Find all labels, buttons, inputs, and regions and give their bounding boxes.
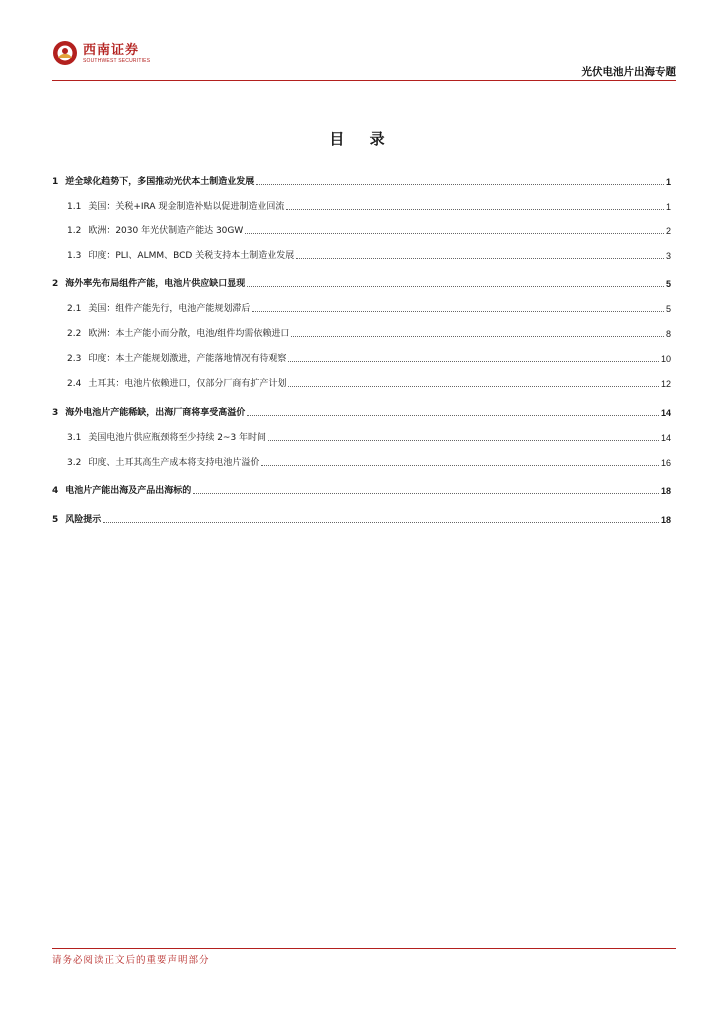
toc-entry-number: 3.1 (67, 433, 82, 443)
toc-dot-leader (286, 209, 664, 210)
toc-entry-number: 3.2 (67, 458, 82, 468)
toc-entry-number: 5 (52, 515, 59, 525)
toc-dot-leader (103, 522, 659, 523)
company-logo (52, 40, 150, 66)
toc-entry-title: 电池片产能出海及产品出海标的 (65, 486, 192, 496)
page-header (52, 40, 676, 82)
toc-entry[interactable] (52, 403, 671, 419)
toc-entry-title: 欧洲：2030 年光伏制造产能达 30GW (88, 226, 244, 236)
toc-entry[interactable] (52, 221, 671, 237)
toc-entry-page: 5 (665, 304, 671, 314)
toc-dot-leader (247, 286, 664, 287)
report-title: 光伏电池片出海专题 (581, 66, 676, 78)
toc-entry-number: 3 (52, 408, 59, 418)
toc-entry-title: 海外率先布局组件产能，电池片供应缺口显现 (65, 279, 246, 289)
toc-entry-number: 1.2 (67, 226, 82, 236)
toc-entry-page: 14 (660, 408, 671, 418)
toc-entry-title: 印度：PLI、ALMM、BCD 关税支持本土制造业发展 (88, 251, 295, 261)
toc-entry-page: 3 (665, 251, 671, 261)
toc-entry-number: 2 (52, 279, 59, 289)
toc-entry-page: 12 (660, 379, 671, 389)
toc-entry-title: 美国电池片供应瓶颈将至少持续 2~3 年时间 (88, 433, 267, 443)
toc-entry-title: 美国：组件产能先行，电池产能规划滞后 (88, 304, 251, 314)
toc-entry-page: 18 (660, 486, 671, 496)
toc-entry[interactable] (52, 349, 671, 365)
toc-dot-leader (288, 386, 659, 387)
toc-entry-number: 2.1 (67, 304, 82, 314)
toc-entry-page: 16 (660, 458, 671, 468)
toc-entry-page: 1 (665, 177, 671, 187)
toc-entry[interactable] (52, 428, 671, 444)
toc-entry-title: 美国：关税+IRA 现金制造补贴以促进制造业回流 (88, 202, 285, 212)
toc-entry-title: 印度、土耳其高生产成本将支持电池片溢价 (88, 458, 260, 468)
logo-mark-icon (52, 40, 78, 66)
toc-entry-number: 1.3 (67, 251, 82, 261)
toc-dot-leader (268, 440, 659, 441)
header-divider (52, 80, 676, 81)
toc-entry[interactable] (52, 197, 671, 213)
toc-entry-page: 14 (660, 433, 671, 443)
toc-dot-leader (245, 233, 664, 234)
toc-dot-leader (291, 336, 664, 337)
toc-entry-title: 海外电池片产能稀缺，出海厂商将享受高溢价 (65, 408, 246, 418)
toc-entry-page: 5 (665, 279, 671, 289)
toc-entry[interactable] (52, 172, 671, 188)
toc-entry[interactable] (52, 299, 671, 315)
toc-dot-leader (252, 311, 664, 312)
toc-heading: 目 录 (329, 130, 395, 148)
toc-entry[interactable] (52, 246, 671, 262)
footer-divider (52, 948, 676, 949)
toc-entry[interactable] (52, 274, 671, 290)
toc-dot-leader (296, 258, 664, 259)
logo-english-name: SOUTHWEST SECURITIES (83, 57, 151, 64)
toc-entry-title: 印度：本土产能规划激进，产能落地情况有待观察 (88, 354, 287, 364)
toc-entry-number: 1 (52, 177, 59, 187)
toc-entry[interactable] (52, 324, 671, 340)
toc-entry-page: 2 (665, 226, 671, 236)
toc-entry[interactable] (52, 453, 671, 469)
logo-chinese-name: 西南证券 (83, 42, 140, 58)
toc-entry-page: 18 (660, 515, 671, 525)
toc-dot-leader (288, 361, 659, 362)
toc-entry-title: 欧洲：本土产能小而分散，电池/组件均需依赖进口 (88, 329, 290, 339)
toc-entry-number: 4 (52, 486, 59, 496)
toc-entry-number: 2.2 (67, 329, 82, 339)
toc-dot-leader (256, 184, 664, 185)
toc-entry-title: 逆全球化趋势下，多国推动光伏本土制造业发展 (65, 177, 255, 187)
toc-entry[interactable] (52, 481, 671, 497)
toc-entry-page: 8 (665, 329, 671, 339)
toc-entry-title: 风险提示 (65, 515, 102, 525)
footer-disclaimer: 请务必阅读正文后的重要声明部分 (52, 955, 210, 966)
toc-entry-number: 2.4 (67, 379, 82, 389)
toc-entry[interactable] (52, 510, 671, 526)
toc-entry-page: 10 (660, 354, 671, 364)
toc-dot-leader (193, 493, 659, 494)
toc-entry-number: 2.3 (67, 354, 82, 364)
toc-dot-leader (247, 415, 659, 416)
toc-dot-leader (261, 465, 659, 466)
toc-entry-number: 1.1 (67, 202, 82, 212)
toc-entry[interactable] (52, 374, 671, 390)
toc-entry-title: 土耳其：电池片依赖进口，仅部分厂商有扩产计划 (88, 379, 287, 389)
toc-entry-page: 1 (665, 202, 671, 212)
